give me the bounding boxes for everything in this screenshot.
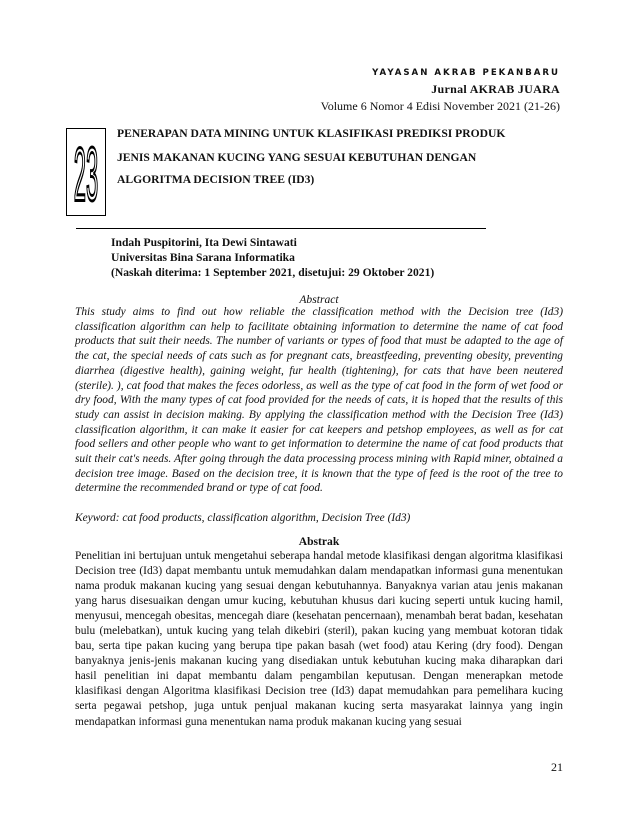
abstract-text: This study aims to find out how reliable the classification method with the Decision tree (Id3) classification algorithm can help to facilitate obtaining information to determine the name of cat food products that suit their needs. The number of variants or types of food that must be adapted to the age of the cat, the special needs of cats such as for pregnant cats, breastfeeding, preventing obesity, preventing diarrhea (digestive health), gaining weight, fur health (tightening), for cats that have been neutered (sterile). ), cat food that makes the feces odorless, as well as the type of cat food in the form of wet food or dry food, With the many types of cat food provided for the needs of cats, it is hoped that the results of this study can assist in decision making. By applying the classification method with the Decision Tree (Id3) classification algorithm, it can make it easier for cat keepers and petshop employees, as well as for cat food sellers and other people who want to get information to determine the name of cat food products that suit their cat's needs. After going through the data processing process mining with Rapid miner, obtained a decision tree image. Based on the decision tree, it is known that the type of feed is the root of the tree to determine the recommended brand or type of cat food.	[75, 306, 563, 495]
article-title-line-2: JENIS MAKANAN KUCING YANG SESUAI KEBUTUHAN DENGAN	[117, 151, 477, 164]
foundation-name: YAYASAN AKRAB PEKANBARU	[372, 68, 560, 78]
submission-dates: (Naskah diterima: 1 September 2021, disetujui: 29 Oktober 2021)	[111, 266, 435, 279]
keywords: Keyword: cat food products, classification algorithm, Decision Tree (Id3)	[75, 512, 411, 524]
article-title-line-3: ALGORITMA DECISION TREE (ID3)	[117, 173, 315, 186]
journal-name: Jurnal AKRAB JUARA	[431, 82, 560, 96]
abstrak-heading: Abstrak	[298, 535, 340, 548]
authors: Indah Puspitorini, Ita Dewi Sintawati	[111, 236, 297, 249]
article-title-line-1: PENERAPAN DATA MINING UNTUK KLASIFIKASI PREDIKSI PRODUK	[117, 127, 506, 140]
article-number: 23	[73, 131, 99, 215]
abstract-heading: Abstract	[299, 293, 339, 306]
affiliation: Universitas Bina Sarana Informatika	[111, 251, 295, 264]
page-number: 21	[551, 760, 563, 774]
abstrak-text: Penelitian ini bertujuan untuk mengetahui seberapa handal metode klasifikasi dengan algoritma klasifikasi Decision tree (Id3) dapat membantu untuk memudahkan dalam mendapatkan informasi guna menentukan nama produk makanan kucing yang sesuai dengan kebutuhannya. Banyaknya varian atau jenis makanan yang harus disesuaikan dengan umur kucing, kebutuhan khusus dari kucing seperti untuk kucing hamil, menyusui, mencegah obesitas, mencegah diare (kesehatan pencernaan), menambah berat badan, kesehatan bulu (melebatkan), untuk kucing yang telah dikebiri (steril), pakan kucing yang membuat kotoran tidak bau, serta tipe pakan kucing yang berupa tipe pakan basah (wet food) atau Kering (dry food). Dengan banyaknya jenis-jenis makanan kucing yang disediakan untuk kebutuhan kucing maka diharapkan dari hasil penelitian ini dapat membantu dalam pengambilan keputusan. Dengan menerapkan metode klasifikasi dengan Algoritma klasifikasi Decision tree (Id3) dapat memudahkan para pemelihara kucing serta pegawai petshop, juga untuk penjual makanan kucing serta masyarakat lainnya yang ingin mendapatkan informasi guna menentukan nama produk makanan kucing yang sesuai	[75, 550, 563, 728]
title-separator	[76, 228, 486, 229]
volume-info: Volume 6 Nomor 4 Edisi November 2021 (21-26)	[320, 99, 560, 113]
article-number-box	[66, 128, 106, 216]
